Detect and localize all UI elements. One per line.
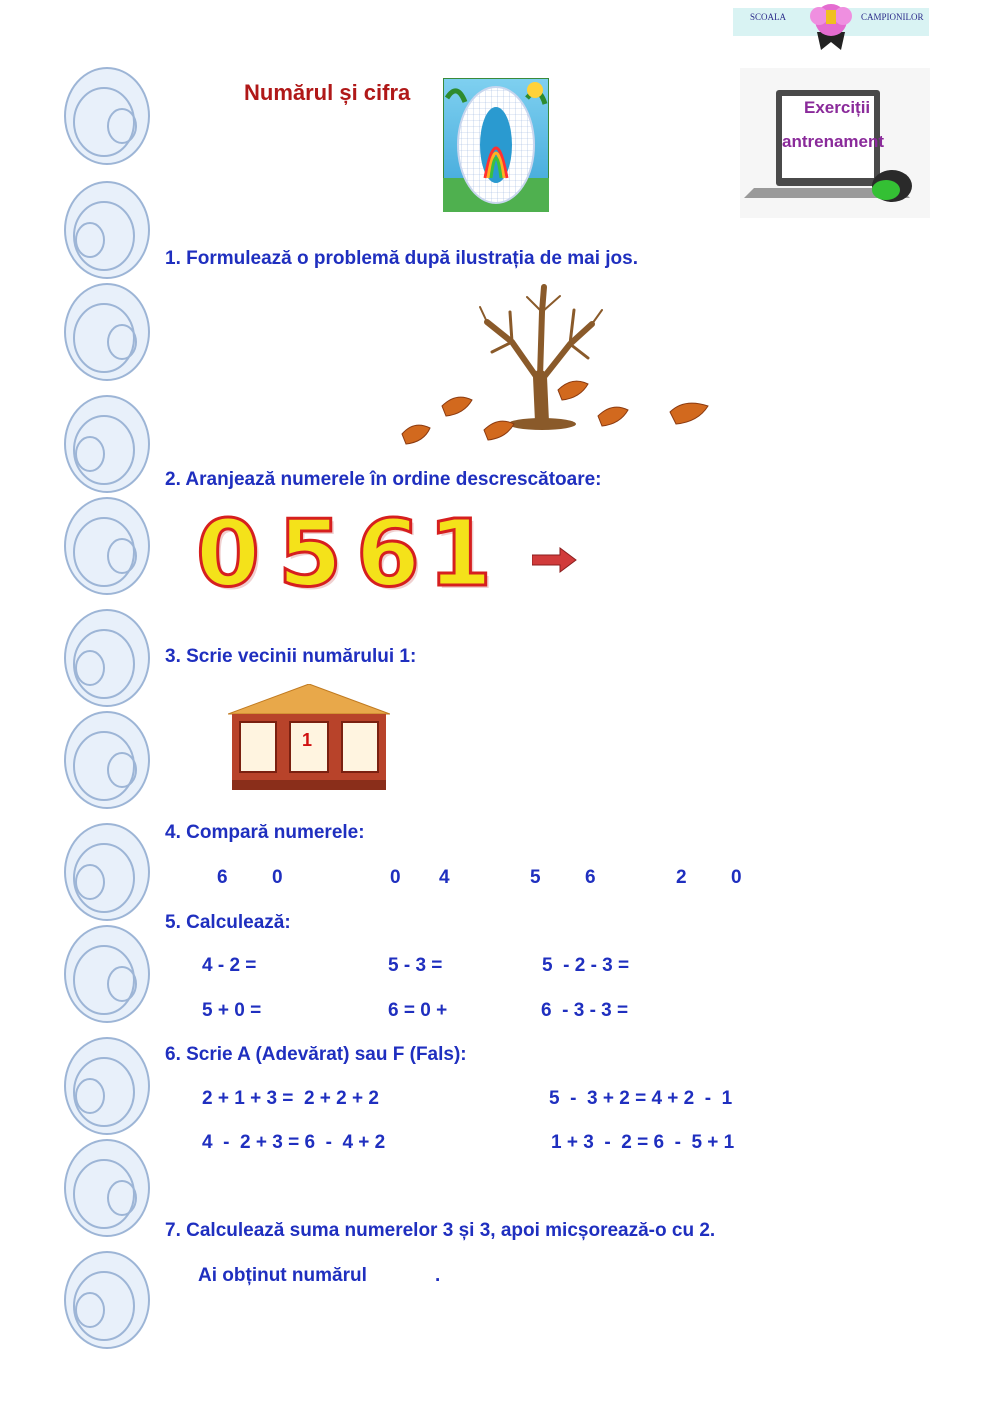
compare-right: 4 (439, 867, 450, 888)
zero-picture-icon (443, 78, 549, 212)
compare-left: 5 (530, 867, 541, 888)
badge-line-1: Exerciții (804, 98, 871, 117)
spiral-ring-icon (62, 394, 152, 494)
badge-line-2: antrenament (782, 132, 885, 151)
number-house (228, 684, 390, 792)
spiral-ring-icon (62, 1250, 152, 1350)
answer-input-area[interactable] (392, 1262, 432, 1288)
spiral-ring-icon (62, 66, 152, 166)
answer-suffix: . (435, 1265, 441, 1286)
calc-item: 6 = 0 + (388, 1000, 448, 1021)
school-logo (733, 2, 929, 52)
tree-leaves-illustration (392, 282, 722, 452)
answer-prefix: Ai obținut numărul (198, 1265, 367, 1286)
spiral-ring-icon (62, 710, 152, 810)
leaf-icon (598, 407, 628, 426)
calc-item: 5 + 0 = (202, 1000, 262, 1021)
calc-item: 4 - 2 = (202, 955, 257, 976)
tf-item: 5 - 3 + 2 = 4 + 2 - 1 (549, 1088, 733, 1109)
spiral-ring-icon (62, 180, 152, 280)
logo-banner-icon (733, 2, 929, 52)
tf-item: 1 + 3 - 2 = 6 - 5 + 1 (551, 1132, 735, 1153)
question-5: 5. Calculează: (165, 912, 291, 933)
leaf-icon (442, 397, 472, 416)
tree-icon (392, 282, 722, 452)
tf-item: 4 - 2 + 3 = 6 - 4 + 2 (202, 1132, 386, 1153)
tf-item: 2 + 1 + 3 = 2 + 2 + 2 (202, 1088, 379, 1109)
compare-left: 2 (676, 867, 687, 888)
question-1: 1. Formulează o problemă după ilustrația de mai jos. (165, 248, 639, 269)
question-3: 3. Scrie vecinii numărului 1: (165, 646, 417, 667)
spiral-ring-icon (62, 496, 152, 596)
calc-item: 6 - 3 - 3 = (541, 1000, 629, 1021)
arrow-right-icon (532, 546, 578, 574)
zero-illustration (443, 78, 549, 212)
numbers-to-order (196, 500, 496, 610)
spiral-ring-icon (62, 822, 152, 922)
exercise-badge (740, 68, 930, 218)
logo-text-right: CAMPIONILOR (861, 12, 924, 22)
compare-left: 6 (217, 867, 228, 888)
leaf-icon (558, 381, 588, 400)
spiral-ring-icon (62, 282, 152, 382)
calc-item: 5 - 3 = (388, 955, 443, 976)
spiral-ring-icon (62, 1138, 152, 1238)
compare-right: 6 (585, 867, 596, 888)
compare-left: 0 (390, 867, 401, 888)
spiral-ring-icon (62, 608, 152, 708)
leaf-icon (402, 425, 430, 444)
spiral-ring-icon (62, 1036, 152, 1136)
leaf-icon (484, 421, 514, 440)
number-digit: 5 (278, 500, 343, 607)
compare-right: 0 (731, 867, 742, 888)
leaf-icon (670, 403, 708, 424)
spiral-ring-icon (62, 924, 152, 1024)
question-4: 4. Compară numerele: (165, 822, 365, 843)
logo-text-left: SCOALA (750, 12, 787, 22)
number-digit: 0 (196, 500, 261, 607)
number-digit: 1 (428, 500, 493, 607)
question-6: 6. Scrie A (Adevărat) sau F (Fals): (165, 1044, 467, 1065)
question-7: 7. Calculează suma numerelor 3 și 3, apoi micșorează-o cu 2. (165, 1220, 716, 1241)
house-number: 1 (302, 730, 313, 750)
number-digit: 6 (356, 500, 421, 607)
compare-right: 0 (272, 867, 283, 888)
question-2: 2. Aranjează numerele în ordine descrescătoare: (165, 469, 602, 490)
calc-item: 5 - 2 - 3 = (542, 955, 630, 976)
page-title: Numărul și cifra (244, 80, 411, 105)
